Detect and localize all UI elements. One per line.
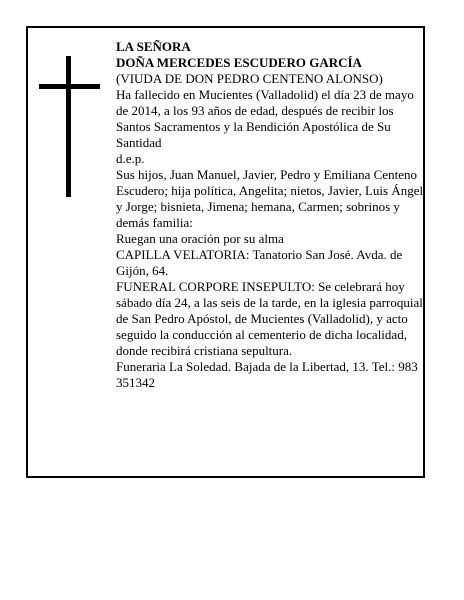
chapel-info: CAPILLA VELATORIA: Tanatorio San José. Avda. de Gijón, 64. [116, 247, 403, 278]
widow-of: (VIUDA DE DON PEDRO CENTENO ALONSO) [116, 71, 383, 86]
cross-icon-vertical-bar [66, 56, 71, 197]
death-announcement: Ha fallecido en Mucientes (Valladolid) el día 23 de mayo de 2014, a los 93 años de edad, después de recibir los Santos Sacramentos y la Bendición Apostólica de Su Santidad [116, 87, 414, 150]
obituary-notice [26, 26, 425, 478]
prayer-request: Ruegan una oración por su alma [116, 231, 284, 246]
rip-text: d.e.p. [116, 151, 145, 166]
funeral-info: FUNERAL CORPORE INSEPULTO: Se celebrará hoy sábado día 24, a las seis de la tarde, en la iglesia parroquial de San Pedro Apóstol, de Mucientes (Valladolid), y acto seguido la conducción al cementerio de dicha localidad, donde recibirá cristiana sepultura. [116, 279, 423, 358]
funeral-home-info: Funeraria La Soledad. Bajada de la Libertad, 13. Tel.: 983 351342 [116, 359, 418, 390]
family-list: Sus hijos, Juan Manuel, Javier, Pedro y Emiliana Centeno Escudero; hija política, Angelita; nietos, Javier, Luis Ángel y Jorge; bisnieta, Jimena; hemana, Carmen; sobrinos y demás familia: [116, 167, 424, 230]
deceased-name: DOÑA MERCEDES ESCUDERO GARCÍA [116, 55, 362, 70]
notice-text [116, 39, 424, 391]
notice-title: LA SEÑORA [116, 39, 191, 54]
cross-icon-horizontal-bar [39, 84, 100, 89]
